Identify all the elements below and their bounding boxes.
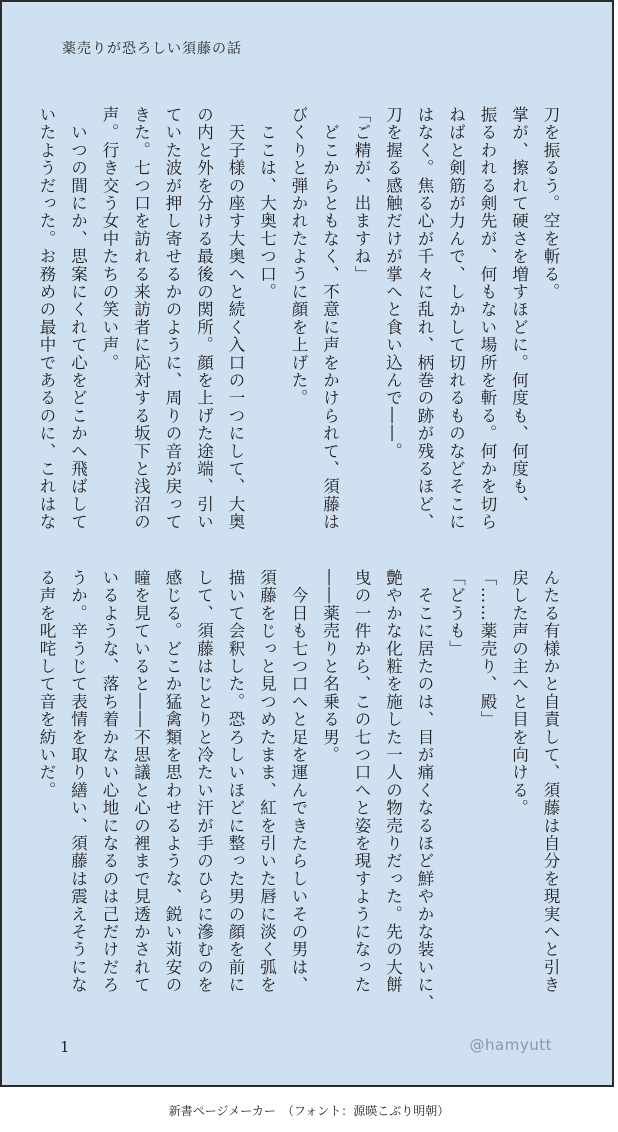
author-credit: @hamyutt	[469, 1036, 552, 1054]
page-number: 1	[60, 1038, 70, 1056]
generator-footer: 新書ページメーカー （フォント：源暎こぶり明朝）	[168, 1104, 450, 1118]
text-block-upper: 刀を振るう。空を斬る。 掌が、擦れて硬さを増すほどに。何度も、何度も、 振るわれる剣先が、何もない場所を斬る。何かを切ら ねばと剣筋が力んで、しかして切れるものなどそこに はなく。焦る心が千々に乱れ、柄巻の跡が残るほど、 刀を握る感触だけが掌へと食い込んで――。 「ご精が、出ますね」 どこからともなく、不意に声をかけられて、須藤は びくりと弾かれたように顔を上げた。 ここは、大奥七つ口。 天子様の座す大奥へと続く入口の一つにして、大奥 の内と外を分ける最後の関所。顔を上げた途端、引い ていた波が押し寄せるかのように、周りの音が戻って きた。七つ口を訪れる来訪者に応対する坂下と浅沼の 声。行き交う女中たちの笑い声。 いつの間にか、思案にくれて心をどこかへ飛ばして いたようだった。お務めの最中であるのに、これはな	[37, 106, 560, 531]
page-title: 薬売りが恐ろしい須藤の話	[62, 41, 242, 57]
text-block-lower: んたる有様かと自責して、須藤は自分を現実へと引き 戻した声の主へと目を向ける。 「……薬売り、殿」 「どうも」 そこに居たのは、目が痛くなるほど鮮やかな装いに、 艶やかな化粧を施した一人の物売りだった。先の大餅 曳の一件から、この七つ口へと姿を現すようになった ――薬売りと名乗る男。 今日も七つ口へと足を運んできたらしいその男は、 須藤をじっと見つめたまま、紅を引いた唇に淡く弧を 描いて会釈した。恐ろしいほどに整った男の顔を前に して、須藤はじとりと冷たい汗が手のひらに滲むのを 感じる。どこか猛禽類を思わせるような、鋭い苅安の 瞳を見ていると――不思議と心の裡まで見透かされて いるような、落ち着かない心地になるのは己だけだろ うか。辛うじて表情を取り繕い、須藤は震えそうにな る声を叱咤して音を紡いだ。	[37, 569, 560, 1012]
